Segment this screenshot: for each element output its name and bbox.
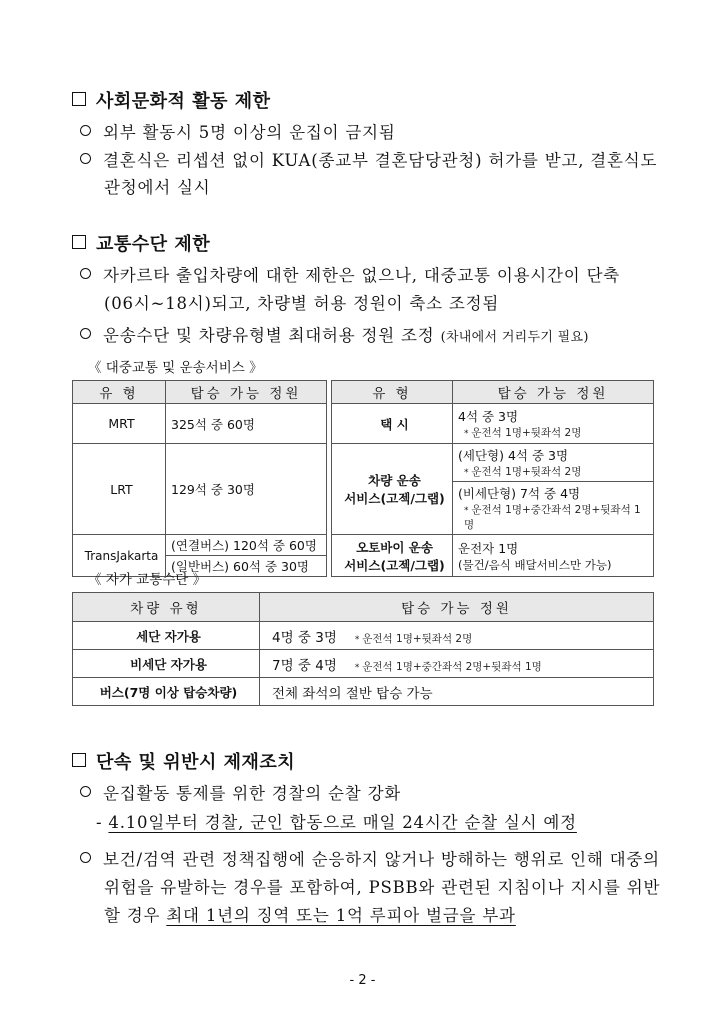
bullet-item: 외부 활동시 5명 이상의 운집이 금지됨 — [80, 119, 396, 143]
circle-bullet-icon — [80, 125, 91, 136]
bullet-continuation: 관청에서 실시 — [104, 178, 211, 197]
table-cell-type: 비세단 자가용 — [73, 650, 260, 678]
table-cell-type: 택 시 — [332, 404, 453, 444]
circle-bullet-icon — [80, 786, 91, 797]
page-number: - 2 - — [349, 973, 376, 988]
bullet-item: 보건/검역 관련 정책집행에 순응하지 않거나 방해하는 행위로 인해 대중의 — [80, 846, 660, 870]
table-cell-type: MRT — [73, 404, 166, 444]
bullet-item: 운집활동 통제를 위한 경찰의 순찰 강화 — [80, 780, 401, 804]
table-cell-type: 오토바이 운송 서비스(고젝/그랩) — [332, 535, 453, 577]
subsection-title: 《 대중교통 및 운송서비스 》 — [88, 360, 263, 376]
table-cell-type: 버스(7명 이상 탑승차량) — [73, 678, 260, 706]
col-header-capacity: 탑승 가능 정원 — [260, 593, 654, 622]
table-cell-type: 세단 자가용 — [73, 622, 260, 650]
col-header-type: 차량 유형 — [73, 593, 260, 622]
table-cell-capacity: (연결버스) 120석 중 60명 (일반버스) 60석 중 30명 — [166, 535, 327, 577]
checkbox-square-icon — [72, 235, 86, 249]
table-cell-type: 차량 운송 서비스(고젝/그랩) — [332, 444, 453, 535]
sub-bullet-item: - 4.10일부터 경찰, 군인 합동으로 매일 24시간 순찰 실시 예정 — [96, 813, 577, 832]
bullet-item: 자카르타 출입차량에 대한 제한은 없으나, 대중교통 이용시간이 단축 — [80, 262, 620, 286]
checkbox-square-icon — [72, 753, 86, 767]
col-header-capacity: 탑승 가능 정원 — [453, 381, 654, 404]
section-heading-enforcement: 단속 및 위반시 제재조치 — [72, 748, 295, 774]
private-transport-table — [72, 592, 654, 706]
subsection-title: 《 자가 교통수단 》 — [88, 572, 207, 588]
col-header-capacity: 탑승 가능 정원 — [166, 381, 327, 404]
table-cell-type: LRT — [73, 444, 166, 535]
circle-bullet-icon — [80, 153, 91, 164]
col-header-type: 유 형 — [332, 381, 453, 404]
public-transport-table — [72, 380, 654, 577]
table-cell-capacity: 7명 중 4명* 운전석 1명+중간좌석 2명+뒷좌석 1명 — [260, 650, 654, 678]
col-header-type: 유 형 — [73, 381, 166, 404]
checkbox-square-icon — [72, 92, 86, 106]
section-heading-social: 사회문화적 활동 제한 — [72, 87, 271, 113]
bullet-continuation: 위험을 유발하는 경우를 포함하여, PSBB와 관련된 지침이나 지시를 위반 — [104, 878, 661, 897]
bullet-item: 결혼식은 리셉션 없이 KUA(종교부 결혼담당관청) 허가를 받고, 결혼식도 — [80, 147, 657, 171]
circle-bullet-icon — [80, 268, 91, 279]
table-cell-capacity: 운전자 1명 (물건/음식 배달서비스만 가능) — [453, 535, 654, 577]
section-heading-transport: 교통수단 제한 — [72, 230, 210, 256]
table-cell-capacity: 4명 중 3명* 운전석 1명+뒷좌석 2명 — [260, 622, 654, 650]
table-cell-type: TransJakarta — [73, 535, 166, 577]
circle-bullet-icon — [80, 328, 91, 339]
table-cell-capacity: 4석 중 3명 * 운전석 1명+뒷좌석 2명 — [453, 404, 654, 444]
table-cell-capacity: 325석 중 60명 — [166, 404, 327, 444]
bullet-continuation: 할 경우 최대 1년의 징역 또는 1억 루피아 벌금을 부과 — [104, 906, 516, 925]
circle-bullet-icon — [80, 852, 91, 863]
table-cell-capacity: 129석 중 30명 — [166, 444, 327, 535]
bullet-item: 운송수단 및 차량유형별 최대허용 정원 조정 (차내에서 거리두기 필요) — [80, 322, 589, 346]
table-cell-capacity: 전체 좌석의 절반 탑승 가능 — [260, 678, 654, 706]
bullet-note: (차내에서 거리두기 필요) — [440, 330, 589, 345]
bullet-continuation: (06시~18시)되고, 차량별 허용 정원이 축소 조정됨 — [104, 294, 500, 313]
table-cell-capacity: (세단형) 4석 중 3명 * 운전석 1명+뒷좌석 2명 (비세단형) 7석 중 4명 * 운전석 1명+중간좌석 2명+뒷좌석 1명 — [453, 444, 654, 535]
